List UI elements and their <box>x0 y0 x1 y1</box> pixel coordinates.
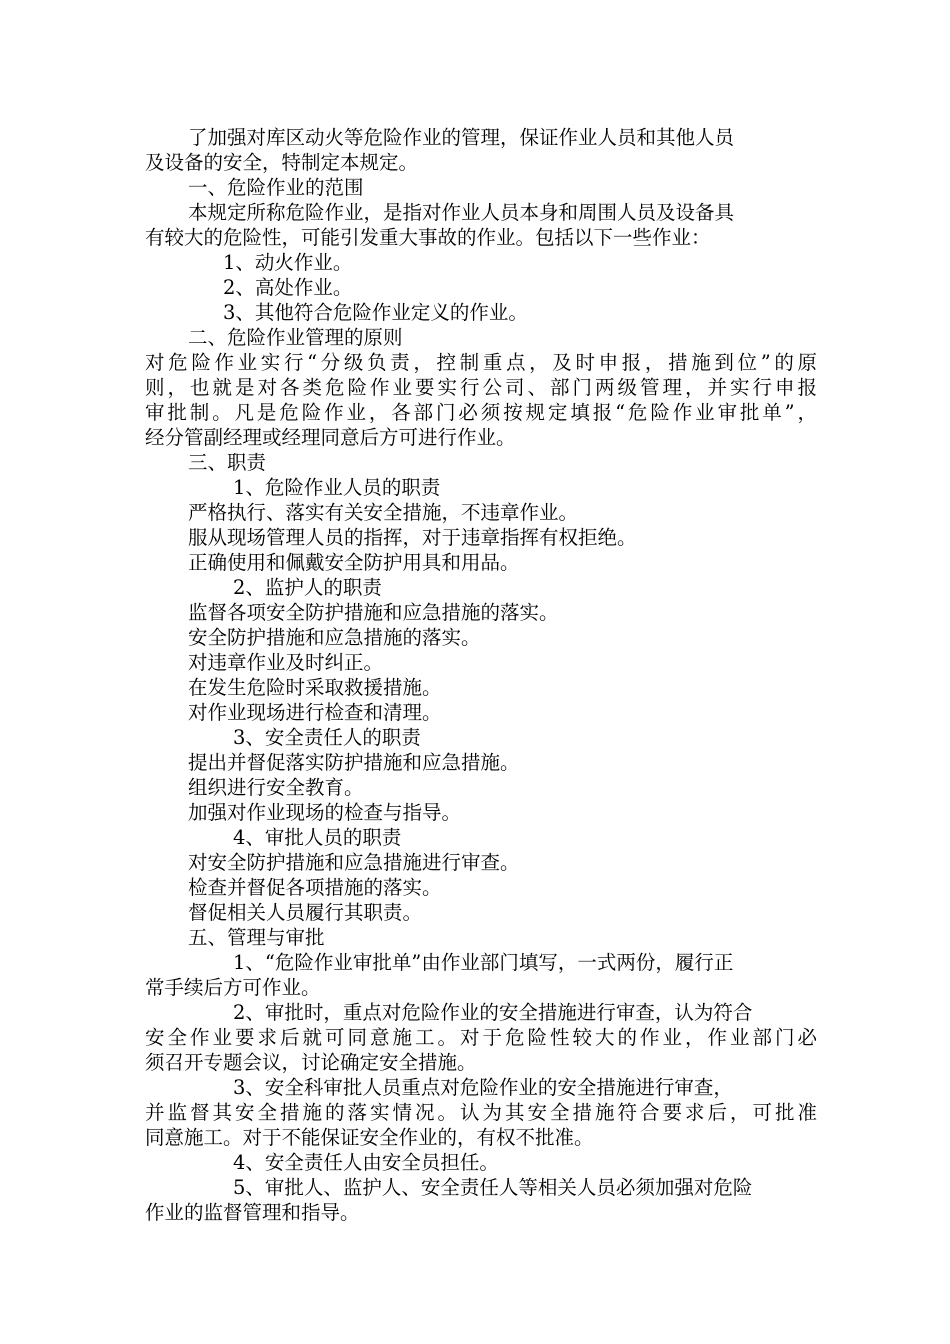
text-line: 则，也就是对各类危险作业要实行公司、部门两级管理，并实行申报 <box>145 376 817 399</box>
text-line: 并监督其安全措施的落实情况。认为其安全措施符合要求后，可批准 <box>145 1101 817 1124</box>
section-heading: 二、危险作业管理的原则 <box>188 326 403 349</box>
text-line: 经分管副经理或经理同意后方可进行作业。 <box>145 426 516 449</box>
list-item: 3、其他符合危险作业定义的作业。 <box>223 301 528 324</box>
text-line: 在发生危险时采取救援措施。 <box>188 676 442 699</box>
text-line: 5、审批人、监护人、安全责任人等相关人员必须加强对危险 <box>233 1176 753 1199</box>
text-line: 正确使用和佩戴安全防护用具和用品。 <box>188 551 520 574</box>
text-line: 服从现场管理人员的指挥，对于违章指挥有权拒绝。 <box>188 526 637 549</box>
subsection-heading: 3、安全责任人的职责 <box>233 726 421 749</box>
section-heading: 一、危险作业的范围 <box>188 176 364 199</box>
section-heading: 五、管理与审批 <box>188 926 325 949</box>
text-line: 作业的监督管理和指导。 <box>145 1201 360 1224</box>
text-line: 检查并督促各项措施的落实。 <box>188 876 442 899</box>
text-line: 组织进行安全教育。 <box>188 776 364 799</box>
text-line: 审批制。凡是危险作业，各部门必须按规定填报“危险作业审批单”， <box>145 401 817 424</box>
text-line: 提出并督促落实防护措施和应急措施。 <box>188 751 520 774</box>
text-line: 须召开专题会议，讨论确定安全措施。 <box>145 1051 477 1074</box>
text-line: 对作业现场进行检查和清理。 <box>188 701 442 724</box>
text-line: 本规定所称危险作业，是指对作业人员本身和周围人员及设备具 <box>188 201 735 224</box>
text-line: 加强对作业现场的检查与指导。 <box>188 801 462 824</box>
text-line: 3、安全科审批人员重点对危险作业的安全措施进行审查， <box>233 1076 733 1099</box>
subsection-heading: 1、危险作业人员的职责 <box>233 476 441 499</box>
text-line: 督促相关人员履行其职责。 <box>188 901 423 924</box>
text-line: 对危险作业实行“分级负责，控制重点，及时申报，措施到位”的原 <box>145 351 817 374</box>
subsection-heading: 4、审批人员的职责 <box>233 826 402 849</box>
text-line: 有较大的危险性，可能引发重大事故的作业。包括以下一些作业： <box>145 226 711 249</box>
text-line: 安全作业要求后就可同意施工。对于危险性较大的作业，作业部门必 <box>145 1026 817 1049</box>
text-line: 安全防护措施和应急措施的落实。 <box>188 626 481 649</box>
text-line: 常手续后方可作业。 <box>145 976 321 999</box>
text-line: 4、安全责任人由安全员担任。 <box>233 1151 499 1174</box>
list-item: 1、动火作业。 <box>223 251 353 274</box>
text-line: 1、“危险作业审批单”由作业部门填写，一式两份，履行正 <box>233 951 734 974</box>
subsection-heading: 2、监护人的职责 <box>233 576 382 599</box>
text-line: 对违章作业及时纠正。 <box>188 651 384 674</box>
text-line: 了加强对库区动火等危险作业的管理，保证作业人员和其他人员 <box>188 126 735 149</box>
list-item: 2、高处作业。 <box>223 276 353 299</box>
text-line: 监督各项安全防护措施和应急措施的落实。 <box>188 601 559 624</box>
text-line: 2、审批时，重点对危险作业的安全措施进行审查，认为符合 <box>233 1001 753 1024</box>
section-heading: 三、职责 <box>188 451 267 474</box>
text-line: 及设备的安全，特制定本规定。 <box>145 151 419 174</box>
text-line: 对安全防护措施和应急措施进行审查。 <box>188 851 520 874</box>
text-line: 严格执行、落实有关安全措施，不违章作业。 <box>188 501 579 524</box>
text-line: 同意施工。对于不能保证安全作业的，有权不批准。 <box>145 1126 594 1149</box>
